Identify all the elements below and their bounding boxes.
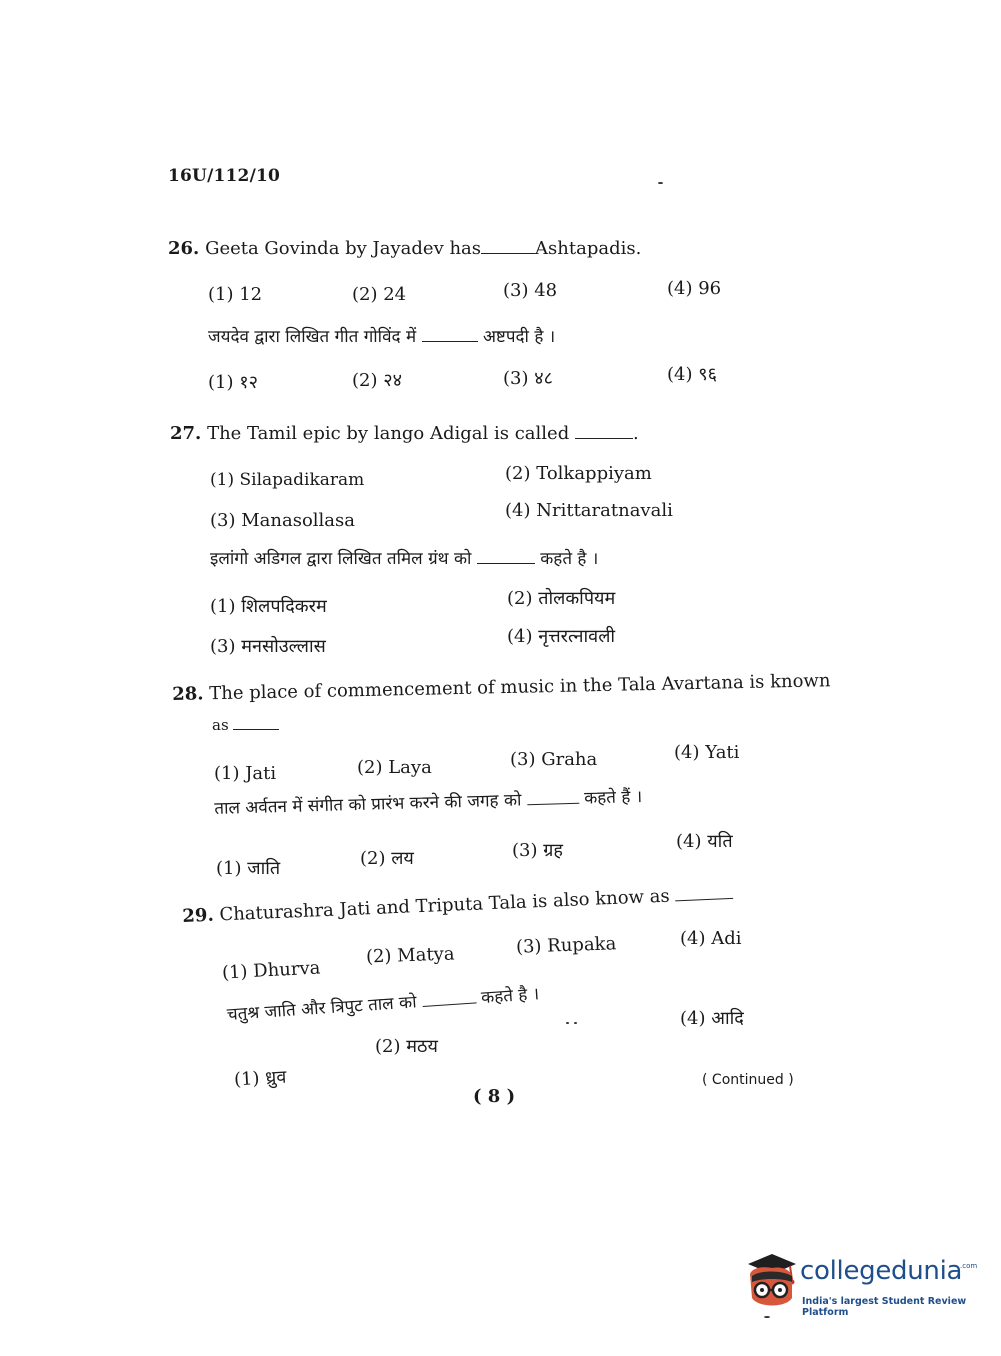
page-number: ( 8 ) bbox=[473, 1086, 516, 1107]
hindi-option-4: (4) यति bbox=[676, 831, 733, 852]
hindi-text: चतुश्र जाति और त्रिपुट ताल को bbox=[226, 992, 418, 1025]
question-26-hindi bbox=[208, 324, 555, 347]
question-text-2: as bbox=[212, 716, 229, 734]
speck bbox=[764, 1316, 770, 1318]
option-2: (2) Matya bbox=[365, 943, 455, 968]
option-2: (2) Laya bbox=[357, 757, 432, 778]
question-28-hindi bbox=[214, 784, 643, 819]
option-3: (3) Graha bbox=[510, 749, 598, 770]
question-number: 26. bbox=[168, 238, 200, 259]
continued-note: ( Continued ) bbox=[702, 1072, 794, 1088]
hindi-option-4: (4) नृत्तरत्नावली bbox=[507, 626, 616, 647]
option-2: (2) 24 bbox=[352, 284, 407, 305]
hindi-option-1: (1) १२ bbox=[208, 372, 258, 393]
question-27-hindi bbox=[210, 546, 598, 569]
answer-blank bbox=[233, 725, 279, 730]
speck bbox=[566, 1022, 569, 1024]
question-number: 27. bbox=[170, 423, 202, 444]
hindi-text: जयदेव द्वारा लिखित गीत गोविंद में bbox=[208, 327, 417, 347]
hindi-option-2: (2) तोलकपियम bbox=[507, 588, 616, 609]
option-3: (3) 48 bbox=[503, 280, 558, 301]
question-28-line-2 bbox=[212, 716, 279, 734]
hindi-option-3: (3) ४८ bbox=[503, 368, 553, 389]
question-28-line bbox=[172, 670, 831, 705]
hindi-text-after: कहते है । bbox=[480, 984, 540, 1009]
hindi-option-1: (1) शिलपदिकरम bbox=[210, 596, 327, 617]
question-number: 29. bbox=[182, 904, 215, 927]
answer-blank bbox=[422, 337, 478, 342]
hindi-option-2: (2) लय bbox=[360, 848, 414, 869]
student-mascot-icon bbox=[742, 1250, 800, 1314]
answer-blank bbox=[527, 799, 579, 805]
answer-blank bbox=[575, 434, 633, 439]
option-4: (4) 96 bbox=[667, 278, 722, 299]
question-29-line bbox=[182, 883, 734, 927]
answer-blank bbox=[675, 894, 733, 901]
hindi-option-4: (4) आदि bbox=[680, 1008, 744, 1029]
option-3: (3) Rupaka bbox=[515, 933, 617, 958]
speck bbox=[658, 182, 663, 184]
question-text-after: . bbox=[632, 423, 639, 444]
hindi-text-after: कहते हैं । bbox=[583, 787, 643, 809]
hindi-text: इलांगो अडिगल द्वारा लिखित तमिल ग्रंथ को bbox=[210, 549, 472, 569]
hindi-option-2: (2) मठय bbox=[375, 1036, 438, 1057]
hindi-option-3: (3) ग्रह bbox=[512, 840, 563, 861]
option-3: (3) Manasollasa bbox=[210, 510, 355, 531]
hindi-text-after: अष्टपदी है । bbox=[482, 327, 556, 347]
option-1: (1) Silapadikaram bbox=[210, 470, 365, 490]
collegedunia-logo bbox=[742, 1250, 978, 1320]
speck bbox=[574, 1022, 577, 1024]
answer-blank bbox=[422, 998, 476, 1007]
option-4: (4) Yati bbox=[674, 742, 740, 763]
question-text: Chaturashra Jati and Triputa Tala is also know as bbox=[219, 885, 671, 926]
hindi-text: ताल अर्वतन में संगीत को प्रारंभ करने की जगह को bbox=[214, 790, 522, 819]
question-26-line bbox=[168, 238, 641, 259]
hindi-option-2: (2) २४ bbox=[352, 370, 402, 391]
option-1: (1) Jati bbox=[214, 763, 277, 784]
option-2: (2) Tolkappiyam bbox=[505, 463, 652, 484]
question-text: Geeta Govinda by Jayadev has bbox=[205, 238, 482, 259]
option-1: (1) Dhurva bbox=[221, 957, 321, 984]
question-27-line bbox=[170, 423, 639, 444]
question-number: 28. bbox=[172, 683, 204, 705]
paper-code: 16U/112/10 bbox=[168, 166, 281, 186]
question-text-after: Ashtapadis. bbox=[535, 238, 642, 259]
hindi-text-after: कहते है । bbox=[540, 549, 599, 569]
answer-blank bbox=[477, 559, 535, 564]
hindi-option-4: (4) ९६ bbox=[667, 364, 717, 385]
logo-suffix: .com bbox=[960, 1262, 978, 1270]
option-1: (1) 12 bbox=[208, 284, 263, 305]
question-text: The Tamil epic by lango Adigal is called bbox=[207, 423, 570, 444]
logo-tagline: India's largest Student Review Platform bbox=[802, 1296, 967, 1318]
logo-wordmark: collegedunia bbox=[800, 1256, 963, 1286]
answer-blank bbox=[481, 249, 535, 254]
hindi-option-1: (1) ध्रुव bbox=[233, 1066, 287, 1091]
option-4: (4) Adi bbox=[680, 928, 742, 949]
question-text: The place of commencement of music in the Tala Avartana is known bbox=[209, 670, 831, 705]
hindi-option-3: (3) मनसोउल्लास bbox=[210, 636, 326, 657]
question-29-hindi bbox=[226, 981, 540, 1025]
hindi-option-1: (1) जाति bbox=[216, 858, 281, 879]
option-4: (4) Nrittaratnavali bbox=[505, 500, 673, 521]
